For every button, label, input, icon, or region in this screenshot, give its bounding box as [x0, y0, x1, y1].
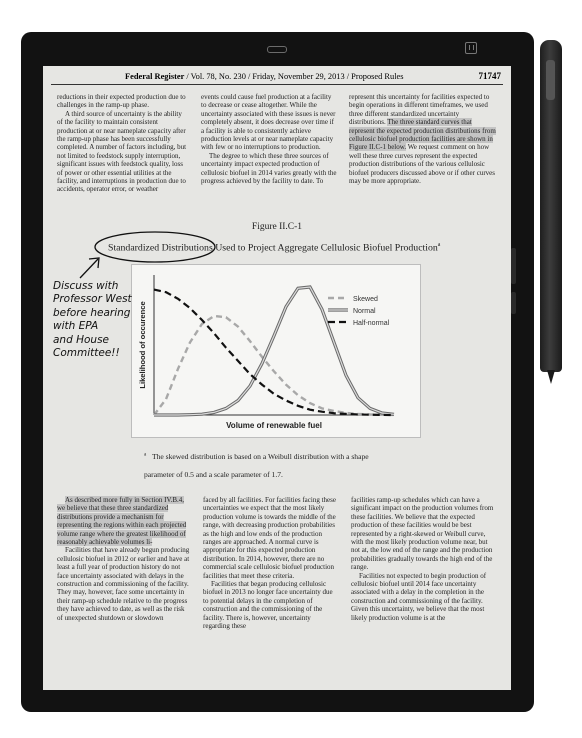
- paragraph: facilities ramp-up schedules which can have a significant impact on the production volumes from these facilities. We believe that the expected production of these facilities would be best represented by a right-skewed or Weibull curve, with the most likely production volume near, but not at, the low end of the range and the production probabilities gradually towards the high end of the range.: [351, 496, 494, 572]
- legend-label-skewed: Skewed: [353, 296, 378, 303]
- speaker-slot: [267, 46, 287, 53]
- paragraph: [57, 496, 191, 546]
- paragraph: Facilities that have already begun producing cellulosic biofuel in 2012 or earlier and have at least a full year of production history do not face uncertainty associated with delays in the construction and commissioning of the facility. They may, however, face some uncertainty in their ramp-up schedule relative to the progress they have achieved to date, as well as the risk of unexpected shutdown or slowdown: [57, 546, 190, 622]
- subtitle-footnote-mark: a: [437, 242, 441, 248]
- circled-subtitle-text: Standardized Distributions: [108, 242, 213, 254]
- handwriting-line: and House: [53, 333, 109, 346]
- side-button-upper[interactable]: [511, 248, 516, 284]
- figure-subtitle: [108, 242, 440, 253]
- figure-label: Figure II.C-1: [251, 222, 303, 232]
- chart-svg: [132, 265, 420, 437]
- x-axis-title: Volume of renewable fuel: [226, 421, 322, 430]
- paragraph: faced by all facilities. For facilities facing these uncertainties we expect that the most likely production volume is towards the middle of the range, with decreasing production probabilities as the high and low ends of the production ranges are approached. A normal curve is appropriate for this expected production distribution. In 2014, however, there are no commercial scale cellulosic biofuel production facilities that meet these criteria.: [203, 496, 336, 580]
- top-column-1: [57, 93, 188, 194]
- paragraph: Facilities that began producing cellulosic biofuel in 2013 no longer face uncertainty due to potential delays in the completion of construction and the commissioning of the facility. There is, however, uncertainty regarding these: [203, 580, 333, 631]
- footnote-line-1: $^a$ The skewed distribution is based on a Weibull distribution with a shape: [144, 452, 369, 461]
- footnote-line-2: parameter of 0.5 and a scale parameter of 1.7.: [144, 470, 283, 479]
- bottom-column-2: [203, 496, 339, 631]
- paragraph: A third source of uncertainty is the ability of the facility to maintain consistent production at or near nameplate capacity after the ramp-up phase has been successfully completed. A number of factors including, but not limited to feedstock supply interruption, significant issues with feedstock quality, loss of power or other essential utilities at the facility, and interruptions in production due to accidents, operator error, or weather: [57, 109, 187, 194]
- issue-info: / Vol. 78, No. 230 / Friday, November 29, 2013 / Proposed Rules: [184, 72, 404, 81]
- document-screen[interactable]: [43, 66, 511, 690]
- side-button-lower[interactable]: [511, 292, 516, 314]
- handwriting-line: with EPA: [53, 320, 99, 333]
- handwriting-line: Professor West: [53, 293, 132, 306]
- stylus-tip: [547, 370, 555, 384]
- nfc-icon: [465, 42, 477, 54]
- y-axis-title: Likelihood of occurence: [138, 301, 147, 389]
- top-column-3: [349, 93, 497, 185]
- paragraph: reductions in their expected production due to challenges in the ramp-up phase.: [57, 93, 186, 110]
- series-skewed-line: [154, 316, 394, 415]
- page-header: [51, 70, 503, 85]
- footnote-mark: a: [144, 452, 147, 458]
- paragraph: events could cause fuel production at a facility to decrease or cease altogether. While the uncertainty associated with these issues is never completely absent, it does decrease over time if a facility is able to consistently achieve production levels at or near nameplate capacity with few or no interruptions to production.: [201, 93, 336, 152]
- handwriting-line: Committee!!: [53, 347, 120, 360]
- distribution-chart: [131, 264, 421, 438]
- highlighted-text[interactable]: As described more fully in Section IV.B.4, we believe that these three standardized distributions provide a mechanism for representing the regions within each projected volume range where the greatest likelihood of reasonably achievable volumes li-: [57, 496, 187, 547]
- stylus-pen[interactable]: [540, 40, 562, 372]
- stylus-clip: [546, 60, 555, 100]
- legend-label-half-normal: Half-normal: [353, 320, 390, 327]
- handwriting-line: Discuss with: [53, 280, 119, 292]
- highlighted-text[interactable]: The three standard curves that represent the expected production distributions from cellulosic biofuel production facilities are shown in Figure II.C-1 below.: [349, 118, 496, 152]
- subtitle-rest: Used to Project Aggregate Cellulosic Biofuel Production: [212, 242, 438, 254]
- handwriting-line: before hearing: [53, 306, 131, 319]
- ink-arrow-head: [89, 258, 99, 268]
- handwritten-note[interactable]: [53, 280, 132, 360]
- ink-arrow-shaft: [80, 259, 98, 278]
- bottom-column-1: [57, 496, 191, 622]
- series-normal-line: [154, 287, 394, 415]
- paragraph: The degree to which these three sources of uncertainty impact expected production of cellulosic biofuel in 2014 varies greatly with the progress achieved by the facility to date. To: [201, 151, 337, 186]
- legend-label-normal: Normal: [353, 308, 376, 315]
- paragraph: Facilities not expected to begin production of cellulosic biofuel until 2014 face uncertainty associated with a delay in the completion in the construction and commissioning of the facility. Given this uncertainty, we believe that the most likely production volume is at the: [351, 571, 487, 622]
- paragraph: represent this uncertainty for facilities expected to begin operations in different timeframes, we used three different standardized uncertainty distributions. The three standard curves that represent the expected production distributions from cellulosic biofuel production facilities are shown in Figure II.C-1 below. We request comment on how well these three curves represent the expected production distributions of the various cellulosic biofuel producers discussed above or if other curves may be more appropriate.: [349, 93, 496, 186]
- top-column-2: [201, 93, 337, 185]
- journal-title: Federal Register: [125, 72, 185, 81]
- page-number: 71747: [478, 71, 501, 81]
- bottom-column-3: [351, 496, 497, 622]
